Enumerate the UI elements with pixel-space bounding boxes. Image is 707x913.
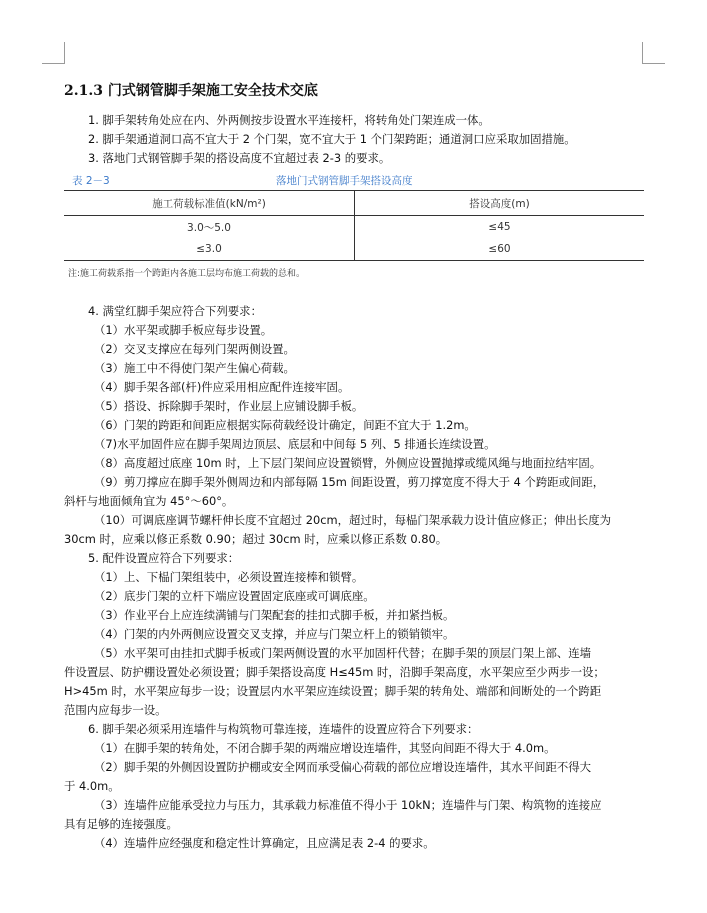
table-note: 注:施工荷载系指一个跨距内各施工层均布施工荷载的总和。 <box>68 269 306 279</box>
item-6-3-cont: 具有足够的连接强度。 <box>64 817 178 831</box>
item-4-2: （2）交叉支撑应在每列门架两侧设置。 <box>94 342 295 356</box>
item-6-4: （4）连墙件应经强度和稳定性计算确定，且应满足表 2-4 的要求。 <box>94 836 435 850</box>
item-4-10: （10）可调底座调节螺杆伸长度不宜超过 20cm，超过时，每榀门架承载力设计值应修正；伸出长度为 <box>94 513 611 527</box>
item-4-6: （6）门架的跨距和间距应根据实际荷载经设计确定，间距不宜大于 1.2m。 <box>94 418 476 432</box>
crop-mark-top-right-v <box>642 42 643 64</box>
item-6-3: （3）连墙件应能承受拉力与压力，其承载力标准值不得小于 10kN；连墙件与门架、构筑物的连接应 <box>94 798 602 812</box>
item-4-1: （1）水平架或脚手板应每步设置。 <box>94 323 273 337</box>
table-header-load: 施工荷载标准值(kN/m²) <box>64 191 355 216</box>
intro-item-1: 1. 脚手架转角处应在内、外两侧按步设置水平连接杆，将转角处门架连成一体。 <box>88 113 490 127</box>
table-cell: ≤45 <box>488 221 511 233</box>
table-cell: ≤60 <box>355 238 645 261</box>
item-4-7: （7)水平加固件应在脚手架周边顶层、底层和中间每 5 列、5 排通长连续设置。 <box>94 437 496 451</box>
item-6-title: 6. 脚手架必须采用连墙件与构筑物可靠连接，连墙件的设置应符合下列要求： <box>88 722 479 736</box>
crop-mark-top-left-v <box>64 42 65 64</box>
item-4-3: （3）施工中不得使门架产生偏心荷载。 <box>94 361 295 375</box>
item-4-8: （8）高度超过底座 10m 时，上下层门架间应设置锁臂，外侧应设置抛撑或缆风绳与地面拉结牢固。 <box>94 456 602 470</box>
item-5-2: （2）底步门架的立杆下端应设置固定底座或可调底座。 <box>94 589 375 603</box>
item-5-title: 5. 配件设置应符合下列要求： <box>88 551 240 565</box>
item-5-3: （3）作业平台上应连续满铺与门架配套的挂扣式脚手板，并扣紧挡板。 <box>94 608 455 622</box>
table-row <box>64 238 644 261</box>
crop-mark-top-right-h <box>643 63 665 64</box>
table-cell: 3.0～5.0 <box>64 216 355 239</box>
item-4-5: （5）搭设、拆除脚手架时，作业层上应铺设脚手板。 <box>94 399 364 413</box>
table-number: 表 2－3 <box>72 175 110 187</box>
item-5-4: （4）门架的内外两侧应设置交叉支撑，并应与门架立杆上的锁销锁牢。 <box>94 627 455 641</box>
height-limit-table <box>64 190 644 261</box>
item-4-9: （9）剪刀撑应在脚手架外侧周边和内部每隔 15m 间距设置，剪刀撑宽度不得大于 4 个跨距或间距， <box>94 475 605 489</box>
item-4-9-cont: 斜杆与地面倾角宜为 45°～60°。 <box>64 494 234 508</box>
table-cell: ≤3.0 <box>64 238 355 261</box>
item-5-5-cont-1: 件设置层、防护棚设置处必须设置；脚手架搭设高度 H≤45m 时，沿脚手架高度，水平架应至少两步一设； <box>64 665 605 679</box>
crop-mark-top-left-h <box>42 63 64 64</box>
item-5-5-cont-2: H>45m 时，水平架应每步一设；设置层内水平架应连续设置；脚手架的转角处、端部和间断处的一个跨距 <box>64 684 602 698</box>
table-header-height: 搭设高度(m) <box>355 191 645 216</box>
item-4-4: （4）脚手架各部(杆)件应采用相应配件连接牢固。 <box>94 380 350 394</box>
item-5-1: （1）上、下榀门架组装中，必须设置连接棒和锁臂。 <box>94 570 364 584</box>
item-6-1: （1）在脚手架的转角处，不闭合脚手架的两端应增设连墙件，其竖向间距不得大于 4.0m。 <box>94 741 556 755</box>
section-heading: 2.1.3 门式钢管脚手架施工安全技术交底 <box>64 83 318 99</box>
item-4-10-cont: 30cm 时，应乘以修正系数 0.90；超过 30cm 时，应乘以修正系数 0.80。 <box>64 532 448 546</box>
item-4-title: 4. 满堂红脚手架应符合下列要求： <box>88 304 262 318</box>
table-row <box>64 216 644 239</box>
table-header-row <box>64 191 644 216</box>
table-title: 落地门式钢管脚手架搭设高度 <box>276 175 413 187</box>
item-6-2: （2）脚手架的外侧因设置防护棚或安全网而承受偏心荷载的部位应增设连墙件，其水平间距不得大 <box>94 760 592 774</box>
item-5-5: （5）水平架可由挂扣式脚手板或门架两侧设置的水平加固杆代替；在脚手架的顶层门架上部、连墙 <box>94 646 592 660</box>
item-5-5-cont-3: 范围内应每步一设。 <box>64 703 167 717</box>
intro-item-2: 2. 脚手架通道洞口高不宜大于 2 个门架，宽不宜大于 1 个门架跨距；通道洞口应采取加固措施。 <box>88 132 576 146</box>
item-6-2-cont: 于 4.0m。 <box>64 779 120 793</box>
intro-item-3: 3. 落地门式钢管脚手架的搭设高度不宜超过表 2-3 的要求。 <box>88 151 391 165</box>
